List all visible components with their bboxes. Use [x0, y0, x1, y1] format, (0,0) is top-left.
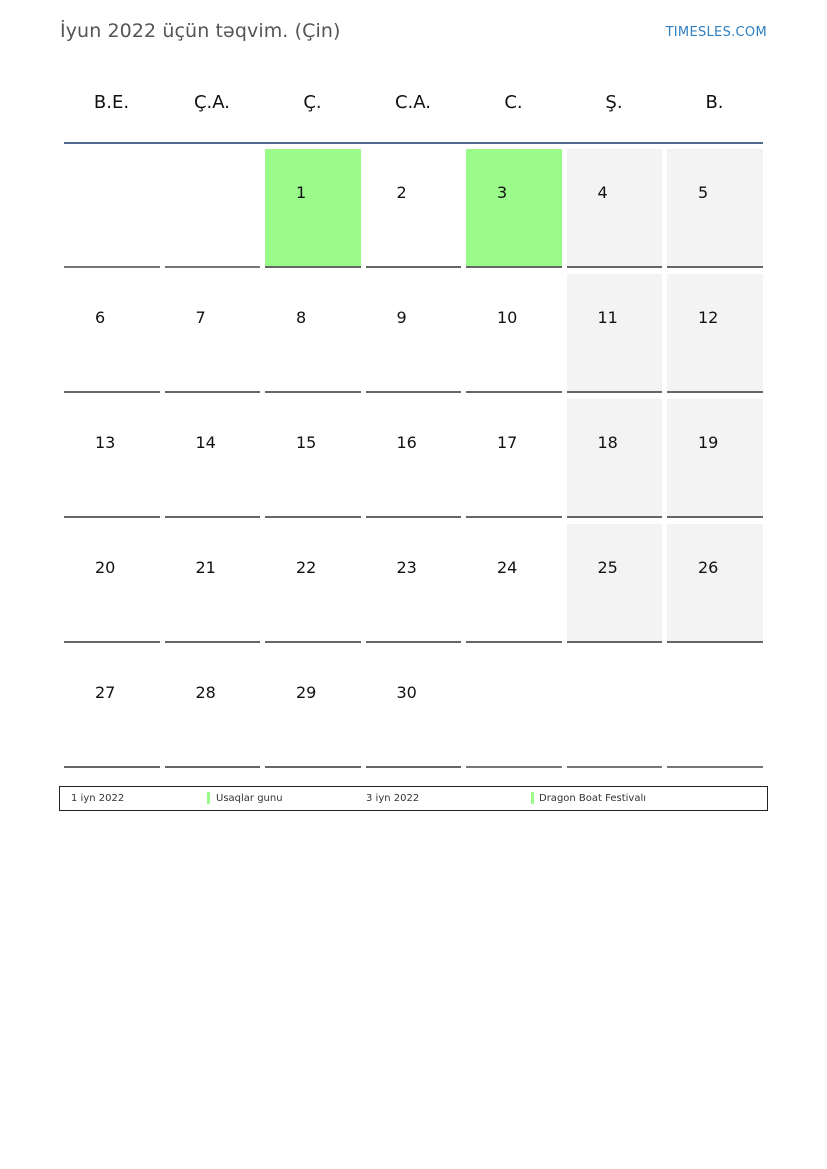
calendar-day-cell[interactable] [165, 524, 261, 643]
calendar-empty-cell [567, 649, 663, 768]
day-number: 11 [597, 308, 618, 327]
day-number: 25 [597, 558, 618, 577]
legend-color-marker [531, 792, 534, 804]
weekday-label: Ş. [605, 92, 623, 113]
calendar-day-cell[interactable] [667, 274, 763, 393]
day-number: 3 [497, 183, 508, 202]
calendar-day-cell[interactable] [366, 524, 462, 643]
calendar-day-cell[interactable] [466, 149, 562, 268]
calendar-day-cell[interactable] [265, 524, 361, 643]
calendar-empty-cell [466, 649, 562, 768]
calendar-day-cell[interactable] [466, 274, 562, 393]
calendar-day-cell[interactable] [667, 399, 763, 518]
calendar-day-cell[interactable] [366, 274, 462, 393]
calendar-day-cell[interactable] [165, 399, 261, 518]
calendar-empty-cell [165, 149, 261, 268]
calendar-day-cell[interactable] [64, 274, 160, 393]
day-number: 19 [698, 433, 719, 452]
calendar-day-cell[interactable] [466, 524, 562, 643]
day-number: 13 [95, 433, 116, 452]
day-number: 28 [195, 683, 216, 702]
calendar-day-cell[interactable] [366, 399, 462, 518]
day-number: 9 [396, 308, 407, 327]
weekday-header-row [64, 92, 763, 118]
page-title: İyun 2022 üçün təqvim. (Çin) [60, 20, 341, 42]
weekday-label: Ç.A. [193, 92, 230, 113]
calendar-day-cell[interactable] [64, 524, 160, 643]
day-number: 26 [698, 558, 719, 577]
calendar-day-cell[interactable] [265, 149, 361, 268]
day-number: 7 [195, 308, 206, 327]
day-number: 5 [698, 183, 709, 202]
day-number: 18 [597, 433, 618, 452]
calendar-day-cell[interactable] [667, 149, 763, 268]
day-number: 12 [698, 308, 719, 327]
calendar-day-cell[interactable] [265, 399, 361, 518]
calendar-empty-cell [667, 649, 763, 768]
calendar-day-cell[interactable] [165, 274, 261, 393]
day-number: 24 [497, 558, 518, 577]
day-number: 23 [396, 558, 417, 577]
day-number: 21 [195, 558, 216, 577]
calendar-day-cell[interactable] [567, 399, 663, 518]
day-number: 1 [296, 183, 307, 202]
legend-date: 1 iyn 2022 [71, 793, 125, 804]
calendar-day-cell[interactable] [667, 524, 763, 643]
day-number: 22 [296, 558, 317, 577]
legend-date: 3 iyn 2022 [366, 793, 420, 804]
day-number: 27 [95, 683, 116, 702]
calendar-day-cell[interactable] [567, 274, 663, 393]
day-number: 2 [396, 183, 407, 202]
calendar-day-cell[interactable] [265, 274, 361, 393]
header-divider [64, 142, 763, 144]
calendar-day-cell[interactable] [165, 649, 261, 768]
legend-holiday-name: Dragon Boat Festivalı [539, 793, 646, 804]
calendar-day-cell[interactable] [567, 524, 663, 643]
day-number: 4 [597, 183, 608, 202]
day-number: 17 [497, 433, 518, 452]
weekday-label: C.A. [394, 92, 431, 113]
day-number: 20 [95, 558, 116, 577]
brand-link[interactable]: TIMESLES.COM [665, 25, 767, 40]
day-number: 29 [296, 683, 317, 702]
day-number: 8 [296, 308, 307, 327]
day-number: 30 [396, 683, 417, 702]
calendar-day-cell[interactable] [466, 399, 562, 518]
calendar-day-cell[interactable] [64, 399, 160, 518]
day-number: 15 [296, 433, 317, 452]
weekday-label: B. [705, 92, 724, 113]
day-number: 10 [497, 308, 518, 327]
legend-holiday-name: Usaqlar gunu [216, 793, 283, 804]
weekday-label: C. [504, 92, 523, 113]
weekday-label: Ç. [303, 92, 322, 113]
calendar-day-cell[interactable] [64, 649, 160, 768]
day-number: 16 [396, 433, 417, 452]
calendar-day-cell[interactable] [567, 149, 663, 268]
day-number: 14 [195, 433, 216, 452]
calendar-day-cell[interactable] [366, 149, 462, 268]
holiday-legend [59, 786, 768, 811]
weekday-label: B.E. [93, 92, 130, 113]
calendar-day-cell[interactable] [366, 649, 462, 768]
calendar-day-cell[interactable] [265, 649, 361, 768]
day-number: 6 [95, 308, 106, 327]
calendar-empty-cell [64, 149, 160, 268]
legend-color-marker [207, 792, 210, 804]
